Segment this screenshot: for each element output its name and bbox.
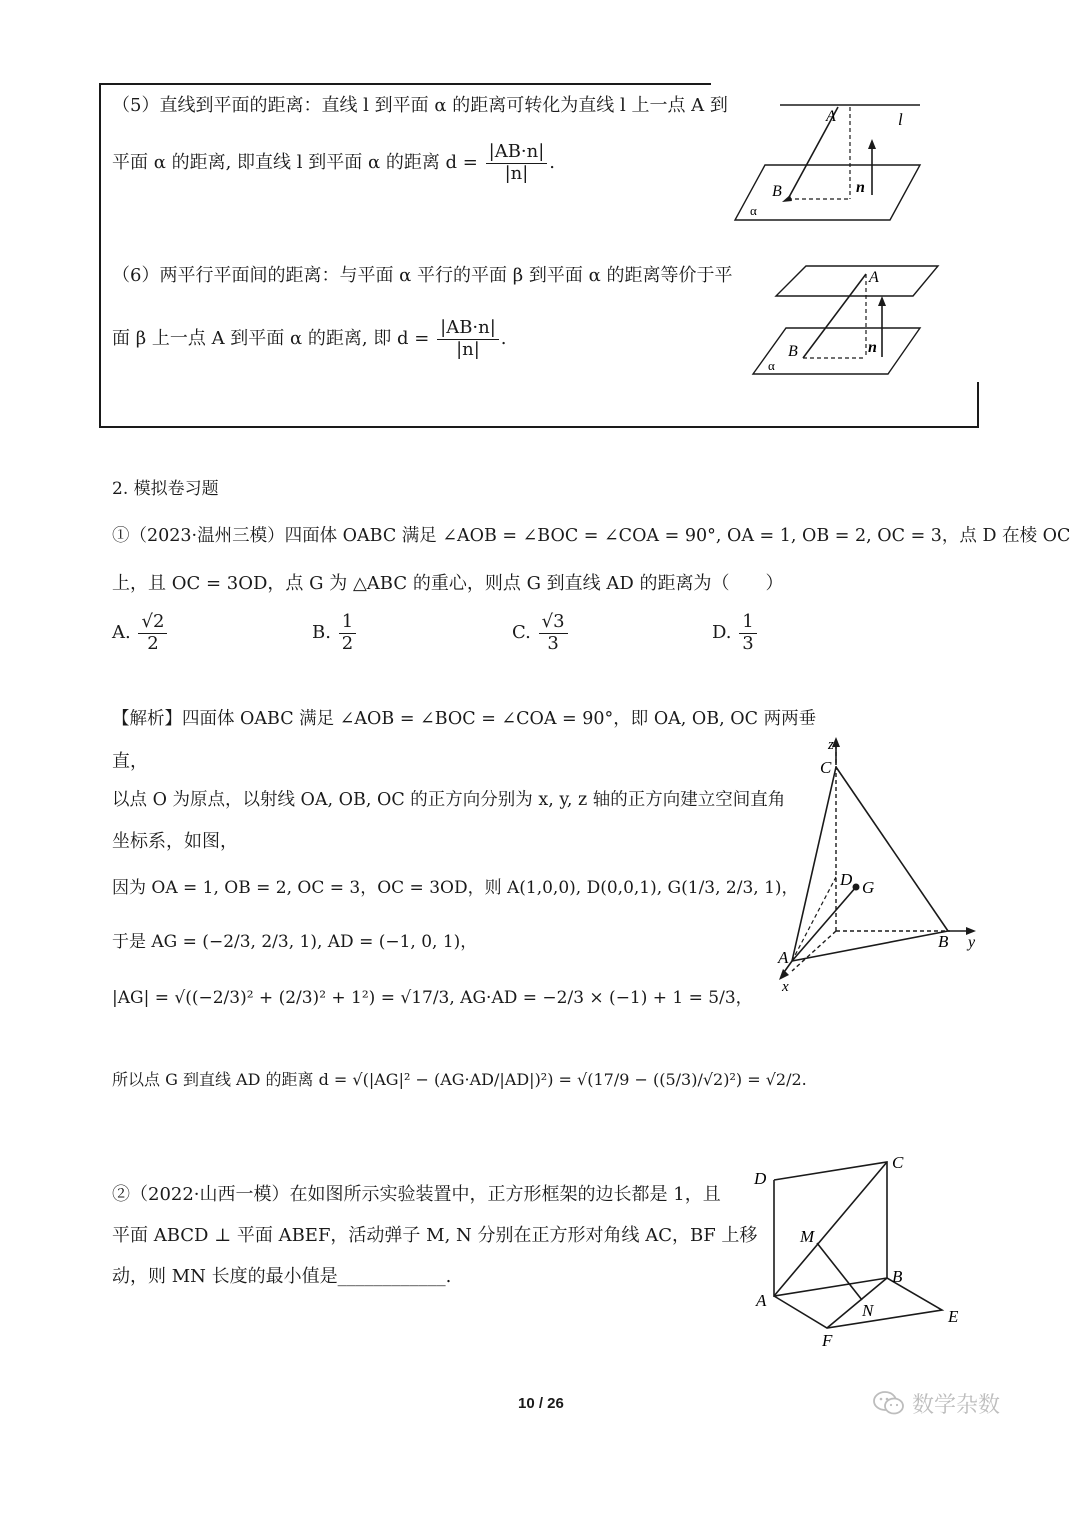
item5-frac-den: |n| xyxy=(504,162,529,184)
fig1-label-B: B xyxy=(772,183,782,200)
figure-square-frame xyxy=(752,1148,972,1353)
fig4-label-C: C xyxy=(892,1153,904,1172)
item5-line2-suffix: . xyxy=(549,152,556,174)
figure-parallel-planes xyxy=(748,262,943,382)
fig1-label-l: l xyxy=(898,110,903,129)
item5-frac-num: |AB·n| xyxy=(486,142,548,164)
item6-line2 xyxy=(112,318,507,360)
item6-line2-prefix: 面 β 上一点 A 到平面 α 的距离, 即 d = xyxy=(112,328,430,350)
item6-fraction xyxy=(437,318,499,360)
fig3-label-z: z xyxy=(828,737,834,753)
option-d-den: 3 xyxy=(742,632,754,654)
q1-line1: ①（2023·温州三模）四面体 OABC 满足 ∠AOB = ∠BOC = ∠COA = 90°, OA = 1, OB = 2, OC = 3，点 D 在棱 OC xyxy=(112,526,1071,546)
fig3-label-G: G xyxy=(862,878,875,897)
solution-line4: 坐标系，如图， xyxy=(112,831,238,852)
wechat-icon xyxy=(872,1390,906,1416)
fig2-label-alpha: α xyxy=(768,358,775,373)
q1-option-c[interactable] xyxy=(512,612,570,654)
fig2-label-A: A xyxy=(869,269,879,286)
option-a-num: √2 xyxy=(138,612,167,634)
fig2-label-n: n xyxy=(868,339,877,356)
option-b-den: 2 xyxy=(341,632,354,654)
item5-line2-prefix: 平面 α 的距离, 即直线 l 到平面 α 的距离 d = xyxy=(112,152,478,174)
solution-line8: 所以点 G 到直线 AD 的距离 d = √(|AG|² − (AG·AD/|AD|)²) = √(17/9 − ((5/3)/√2)²) = √2/2. xyxy=(112,1070,807,1089)
fig4-label-F: F xyxy=(822,1331,833,1350)
fig4-label-M: M xyxy=(800,1227,815,1246)
option-d-fraction xyxy=(739,612,756,654)
fig3-label-C: C xyxy=(820,758,832,777)
option-d-label: D. xyxy=(712,622,732,644)
q2-line2: 平面 ABCD ⊥ 平面 ABEF，活动弹子 M, N 分别在正方形对角线 AC，BF 上移 xyxy=(112,1225,758,1246)
item5-line2 xyxy=(112,142,555,184)
watermark-text: 数学杂数 xyxy=(912,1392,1001,1418)
figure-line-plane xyxy=(730,95,930,225)
fig3-label-A: A xyxy=(778,948,789,967)
solution-line2: 直， xyxy=(112,751,148,772)
item5-fraction xyxy=(486,142,548,184)
q2-line1: ②（2022·山西一模）在如图所示实验装置中，正方形框架的边长都是 1，且 xyxy=(112,1184,721,1205)
fig1-label-A: A xyxy=(826,108,836,125)
fig4-label-N: N xyxy=(862,1301,874,1320)
item6-frac-num: |AB·n| xyxy=(437,318,499,340)
item5-line1: （5）直线到平面的距离：直线 l 到平面 α 的距离可转化为直线 l 上一点 A 到 xyxy=(112,95,728,116)
option-d-num: 1 xyxy=(739,612,756,634)
solution-line1: 【解析】四面体 OABC 满足 ∠AOB = ∠BOC = ∠COA = 90°，即 OA, OB, OC 两两垂 xyxy=(112,709,817,729)
fig4-label-D: D xyxy=(754,1169,767,1188)
fig4-label-B: B xyxy=(892,1267,903,1286)
fig4-label-E: E xyxy=(948,1307,959,1326)
fig3-label-x: x xyxy=(782,979,789,995)
fig1-label-n: n xyxy=(856,179,865,196)
q1-option-b[interactable] xyxy=(312,612,358,654)
figure-tetrahedron xyxy=(770,735,985,995)
option-b-num: 1 xyxy=(339,612,356,634)
fig4-label-A: A xyxy=(756,1291,767,1310)
q1-option-a[interactable] xyxy=(112,612,169,654)
item6-line2-suffix: . xyxy=(500,328,507,350)
q2-line3: 动，则 MN 长度的最小值是____________. xyxy=(112,1266,452,1287)
fig3-label-y: y xyxy=(968,934,976,951)
option-a-label: A. xyxy=(112,622,131,644)
solution-line5: 因为 OA = 1, OB = 2, OC = 3，OC = 3OD，则 A(1,0,0), D(0,0,1), G(1/3, 2/3, 1)， xyxy=(112,878,799,898)
q1-line2: 上，且 OC = 3OD，点 G 为 △ABC 的重心，则点 G 到直线 AD 的距离为（ ） xyxy=(112,573,784,594)
option-c-fraction xyxy=(539,612,568,654)
section-title: 2. 模拟卷习题 xyxy=(112,479,219,499)
option-b-label: B. xyxy=(312,622,331,644)
page-number: 10 / 26 xyxy=(518,1395,564,1412)
fig3-label-D: D xyxy=(840,870,853,889)
fig1-label-alpha: α xyxy=(750,203,757,218)
item6-line1: （6）两平行平面间的距离：与平面 α 平行的平面 β 到平面 α 的距离等价于平 xyxy=(112,265,733,286)
fig2-label-B: B xyxy=(788,343,798,360)
watermark xyxy=(872,1388,1000,1418)
fig3-label-B: B xyxy=(938,932,949,951)
solution-line3: 以点 O 为原点，以射线 OA, OB, OC 的正方向分别为 x, y, z 轴的正方向建立空间直角 xyxy=(112,790,786,810)
q1-option-d[interactable] xyxy=(712,612,759,654)
solution-line7: |AG| = √((−2/3)² + (2/3)² + 1²) = √17/3, AG·AD = −2/3 × (−1) + 1 = 5/3， xyxy=(112,988,753,1008)
solution-line6: 于是 AG = (−2/3, 2/3, 1), AD = (−1, 0, 1)， xyxy=(112,932,478,952)
item6-frac-den: |n| xyxy=(456,338,480,360)
option-c-label: C. xyxy=(512,622,531,644)
option-b-fraction xyxy=(339,612,356,654)
option-a-den: 2 xyxy=(147,632,159,654)
option-a-fraction xyxy=(138,612,167,654)
option-c-den: 3 xyxy=(547,632,559,654)
option-c-num: √3 xyxy=(539,612,568,634)
